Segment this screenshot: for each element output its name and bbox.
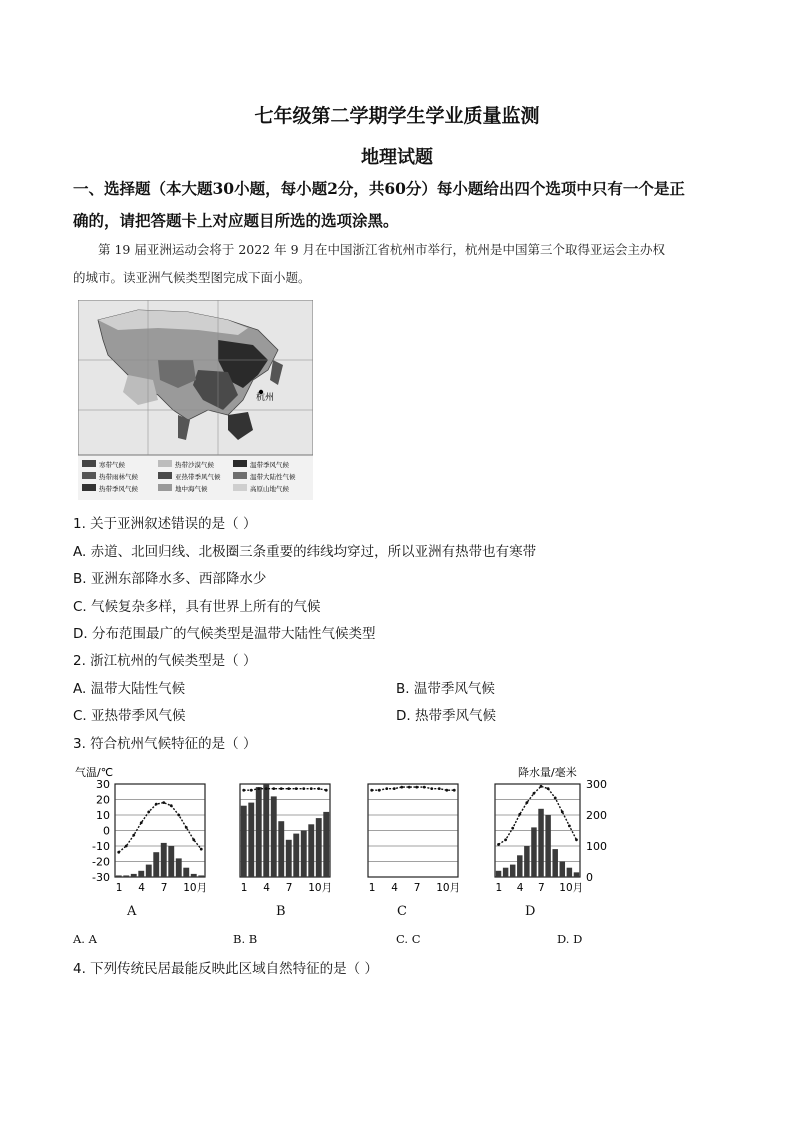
precip-tick-label: 300 — [586, 778, 607, 791]
month-tick-label: 10月 — [183, 882, 208, 894]
legend-label: 亚热带季风气候 — [175, 473, 221, 481]
precip-bar — [538, 809, 543, 877]
month-tick-label: 10月 — [436, 882, 461, 894]
temperature-point — [272, 787, 275, 790]
month-tick-label: 10月 — [559, 882, 584, 894]
precip-bar — [517, 855, 522, 877]
legend-label: 地中海气候 — [175, 485, 208, 493]
precip-tick-label: 100 — [586, 840, 607, 853]
temperature-point — [170, 804, 173, 807]
precip-bar — [138, 871, 144, 877]
temperature-point — [445, 789, 448, 792]
month-tick-label: 1 — [115, 882, 123, 894]
month-tick-label: 4 — [138, 882, 145, 894]
precip-bar — [176, 858, 182, 877]
month-tick-label: 4 — [263, 882, 270, 894]
precip-bar — [123, 875, 129, 877]
precip-bar — [256, 787, 262, 877]
temperature-line — [499, 786, 577, 844]
temperature-point — [200, 848, 203, 851]
month-tick-label: 4 — [516, 882, 524, 894]
climate-charts — [70, 762, 610, 897]
q1-option-b[interactable]: B. 亚洲东部降水多、西部降水少 — [73, 571, 267, 587]
precip-bar — [552, 849, 557, 877]
precip-bar — [131, 874, 137, 877]
q1-option-c[interactable]: C. 气候复杂多样，具有世界上所有的气候 — [73, 599, 321, 615]
temperature-point — [547, 787, 550, 790]
temperature-point — [185, 826, 188, 829]
temperature-point — [162, 801, 165, 804]
temperature-point — [242, 789, 245, 792]
precip-bar — [198, 875, 204, 877]
temp-tick-label: -20 — [92, 855, 110, 869]
q3-option-c[interactable]: C. C — [396, 932, 421, 946]
temperature-point — [325, 789, 328, 792]
question-2-stem: 2. 浙江杭州的气候类型是（ ） — [73, 653, 257, 669]
precip-bar — [545, 815, 550, 877]
precip-bar — [168, 846, 174, 877]
precip-bar — [293, 834, 299, 877]
temperature-point — [280, 787, 283, 790]
temperature-point — [250, 789, 253, 792]
temperature-point — [430, 787, 433, 790]
hangzhou-label: 杭州 — [256, 393, 275, 403]
temperature-point — [370, 789, 373, 792]
precip-bar — [286, 840, 292, 877]
temp-tick-label: -10 — [92, 840, 110, 853]
chart-label-d: D — [525, 904, 536, 919]
temperature-point — [317, 787, 320, 790]
chart-label-c: C — [397, 904, 407, 919]
temperature-point — [125, 845, 128, 848]
precip-bar — [183, 868, 189, 877]
section-heading-line2: 确的，请把答题卡上对应题目所选的选项涂黑。 — [73, 211, 399, 230]
temperature-point — [568, 824, 571, 827]
temperature-point — [302, 787, 305, 790]
legend-label: 热带季风气候 — [99, 485, 138, 493]
temp-tick-label: 20 — [96, 793, 110, 807]
temperature-point — [554, 797, 557, 800]
precip-tick-label: 0 — [586, 871, 593, 884]
temperature-point — [533, 792, 536, 795]
month-tick-label: 7 — [285, 882, 293, 894]
temperature-point — [393, 787, 396, 790]
temperature-point — [400, 786, 403, 789]
q2-option-b[interactable]: B. 温带季风气候 — [396, 681, 495, 697]
temperature-point — [378, 789, 381, 792]
precip-bar — [560, 862, 565, 878]
precip-bar — [191, 874, 197, 877]
legend-label: 高原山地气候 — [250, 485, 289, 493]
q3-option-d[interactable]: D. D — [557, 932, 583, 946]
temperature-point — [155, 803, 158, 806]
temperature-point — [295, 787, 298, 790]
temperature-line — [119, 803, 202, 853]
temperature-point — [265, 787, 268, 790]
temperature-point — [518, 813, 521, 816]
intro-line1: 第 19 届亚洲运动会将于 2022 年 9 月在中国浙江省杭州市举行，杭州是中国第三个取得亚运会主办权 — [98, 242, 666, 257]
temperature-point — [504, 838, 507, 841]
question-1-stem: 1. 关于亚洲叙述错误的是（ ） — [73, 516, 257, 532]
precip-bar — [301, 831, 307, 878]
temperature-point — [415, 786, 418, 789]
precip-bar — [503, 868, 508, 877]
legend-label: 热带雨林气候 — [99, 473, 138, 481]
q3-option-a[interactable]: A. A — [73, 932, 97, 946]
q2-option-d[interactable]: D. 热带季风气候 — [396, 708, 496, 724]
temp-tick-label: 10 — [96, 809, 110, 822]
precip-bar — [146, 865, 152, 877]
precip-bar — [241, 806, 247, 877]
temp-axis-title: 气温/℃ — [75, 766, 114, 779]
month-tick-label: 7 — [160, 882, 168, 894]
temperature-point — [385, 787, 388, 790]
precip-bar — [524, 846, 529, 877]
temperature-point — [453, 789, 456, 792]
temperature-point — [287, 787, 290, 790]
precip-bar — [116, 875, 122, 877]
precip-bar — [161, 843, 167, 877]
legend-label: 寒带气候 — [99, 461, 125, 469]
chart-label-b: B — [276, 904, 286, 919]
precip-axis-title: 降水量/毫米 — [518, 766, 577, 779]
asia-climate-map — [78, 300, 313, 500]
month-tick-label: 1 — [495, 882, 503, 894]
temperature-point — [147, 811, 150, 814]
q1-option-a[interactable]: A. 赤道、北回归线、北极圈三条重要的纬线均穿过，所以亚洲有热带也有寒带 — [73, 544, 537, 560]
precip-bar — [316, 818, 322, 877]
temp-tick-label: -30 — [92, 871, 110, 884]
question-3-stem: 3. 符合杭州气候特征的是（ ） — [73, 736, 257, 752]
precip-bar — [531, 827, 536, 877]
temperature-point — [511, 827, 514, 830]
precip-bar — [308, 824, 314, 877]
chart-label-a: A — [127, 904, 137, 919]
question-4-stem: 4. 下列传统民居最能反映此区域自然特征的是（ ） — [73, 961, 378, 977]
map-legend — [82, 460, 296, 493]
temp-tick-label: 30 — [96, 778, 110, 791]
intro-line2: 的城市。读亚洲气候类型图完成下面小题。 — [73, 270, 311, 285]
legend-label: 温带大陆性气候 — [250, 473, 296, 481]
precip-bar — [248, 803, 254, 877]
precip-bar — [567, 868, 572, 877]
page-subtitle: 地理试题 — [361, 147, 433, 168]
temperature-point — [408, 786, 411, 789]
temperature-point — [177, 814, 180, 817]
month-tick-label: 10月 — [308, 882, 333, 894]
legend-label: 热带沙漠气候 — [175, 461, 214, 469]
q1-option-d[interactable]: D. 分布范围最广的气候类型是温带大陆性气候类型 — [73, 626, 376, 642]
month-tick-label: 7 — [538, 882, 545, 894]
precip-bar — [271, 796, 277, 877]
temperature-point — [423, 786, 426, 789]
precip-bar — [510, 865, 515, 877]
temperature-line — [372, 787, 455, 790]
temperature-point — [497, 843, 500, 846]
precip-bar — [153, 852, 159, 877]
temperature-point — [132, 834, 135, 837]
page-title: 七年级第二学期学生学业质量监测 — [254, 105, 540, 127]
precip-bar — [278, 821, 284, 877]
precip-bar — [574, 872, 579, 877]
temperature-point — [257, 787, 260, 790]
precip-bar — [496, 871, 501, 877]
q2-option-a[interactable]: A. 温带大陆性气候 — [73, 681, 186, 697]
temperature-point — [117, 851, 120, 854]
q3-option-b[interactable]: B. B — [233, 932, 258, 946]
q2-option-c[interactable]: C. 亚热带季风气候 — [73, 708, 186, 724]
temperature-point — [540, 785, 543, 788]
temp-tick-label: 0 — [103, 824, 110, 838]
precip-tick-label: 200 — [586, 809, 607, 822]
temperature-point — [575, 838, 578, 841]
map-graphic — [78, 300, 313, 500]
month-tick-label: 1 — [240, 882, 248, 894]
temperature-point — [525, 801, 528, 804]
precip-bar — [323, 812, 329, 877]
temperature-point — [438, 787, 441, 790]
section-heading-line1: 一、选择题（本大题30小题，每小题2分，共60分）每小题给出四个选项中只有一个是正 — [73, 179, 685, 198]
temperature-point — [310, 787, 313, 790]
month-tick-label: 7 — [413, 882, 421, 894]
temperature-point — [561, 811, 564, 814]
month-tick-label: 4 — [391, 882, 398, 894]
temperature-point — [140, 821, 143, 824]
precip-bar — [263, 784, 269, 877]
legend-label: 温带季风气候 — [250, 461, 289, 469]
month-tick-label: 1 — [368, 882, 376, 894]
temperature-point — [192, 838, 195, 841]
